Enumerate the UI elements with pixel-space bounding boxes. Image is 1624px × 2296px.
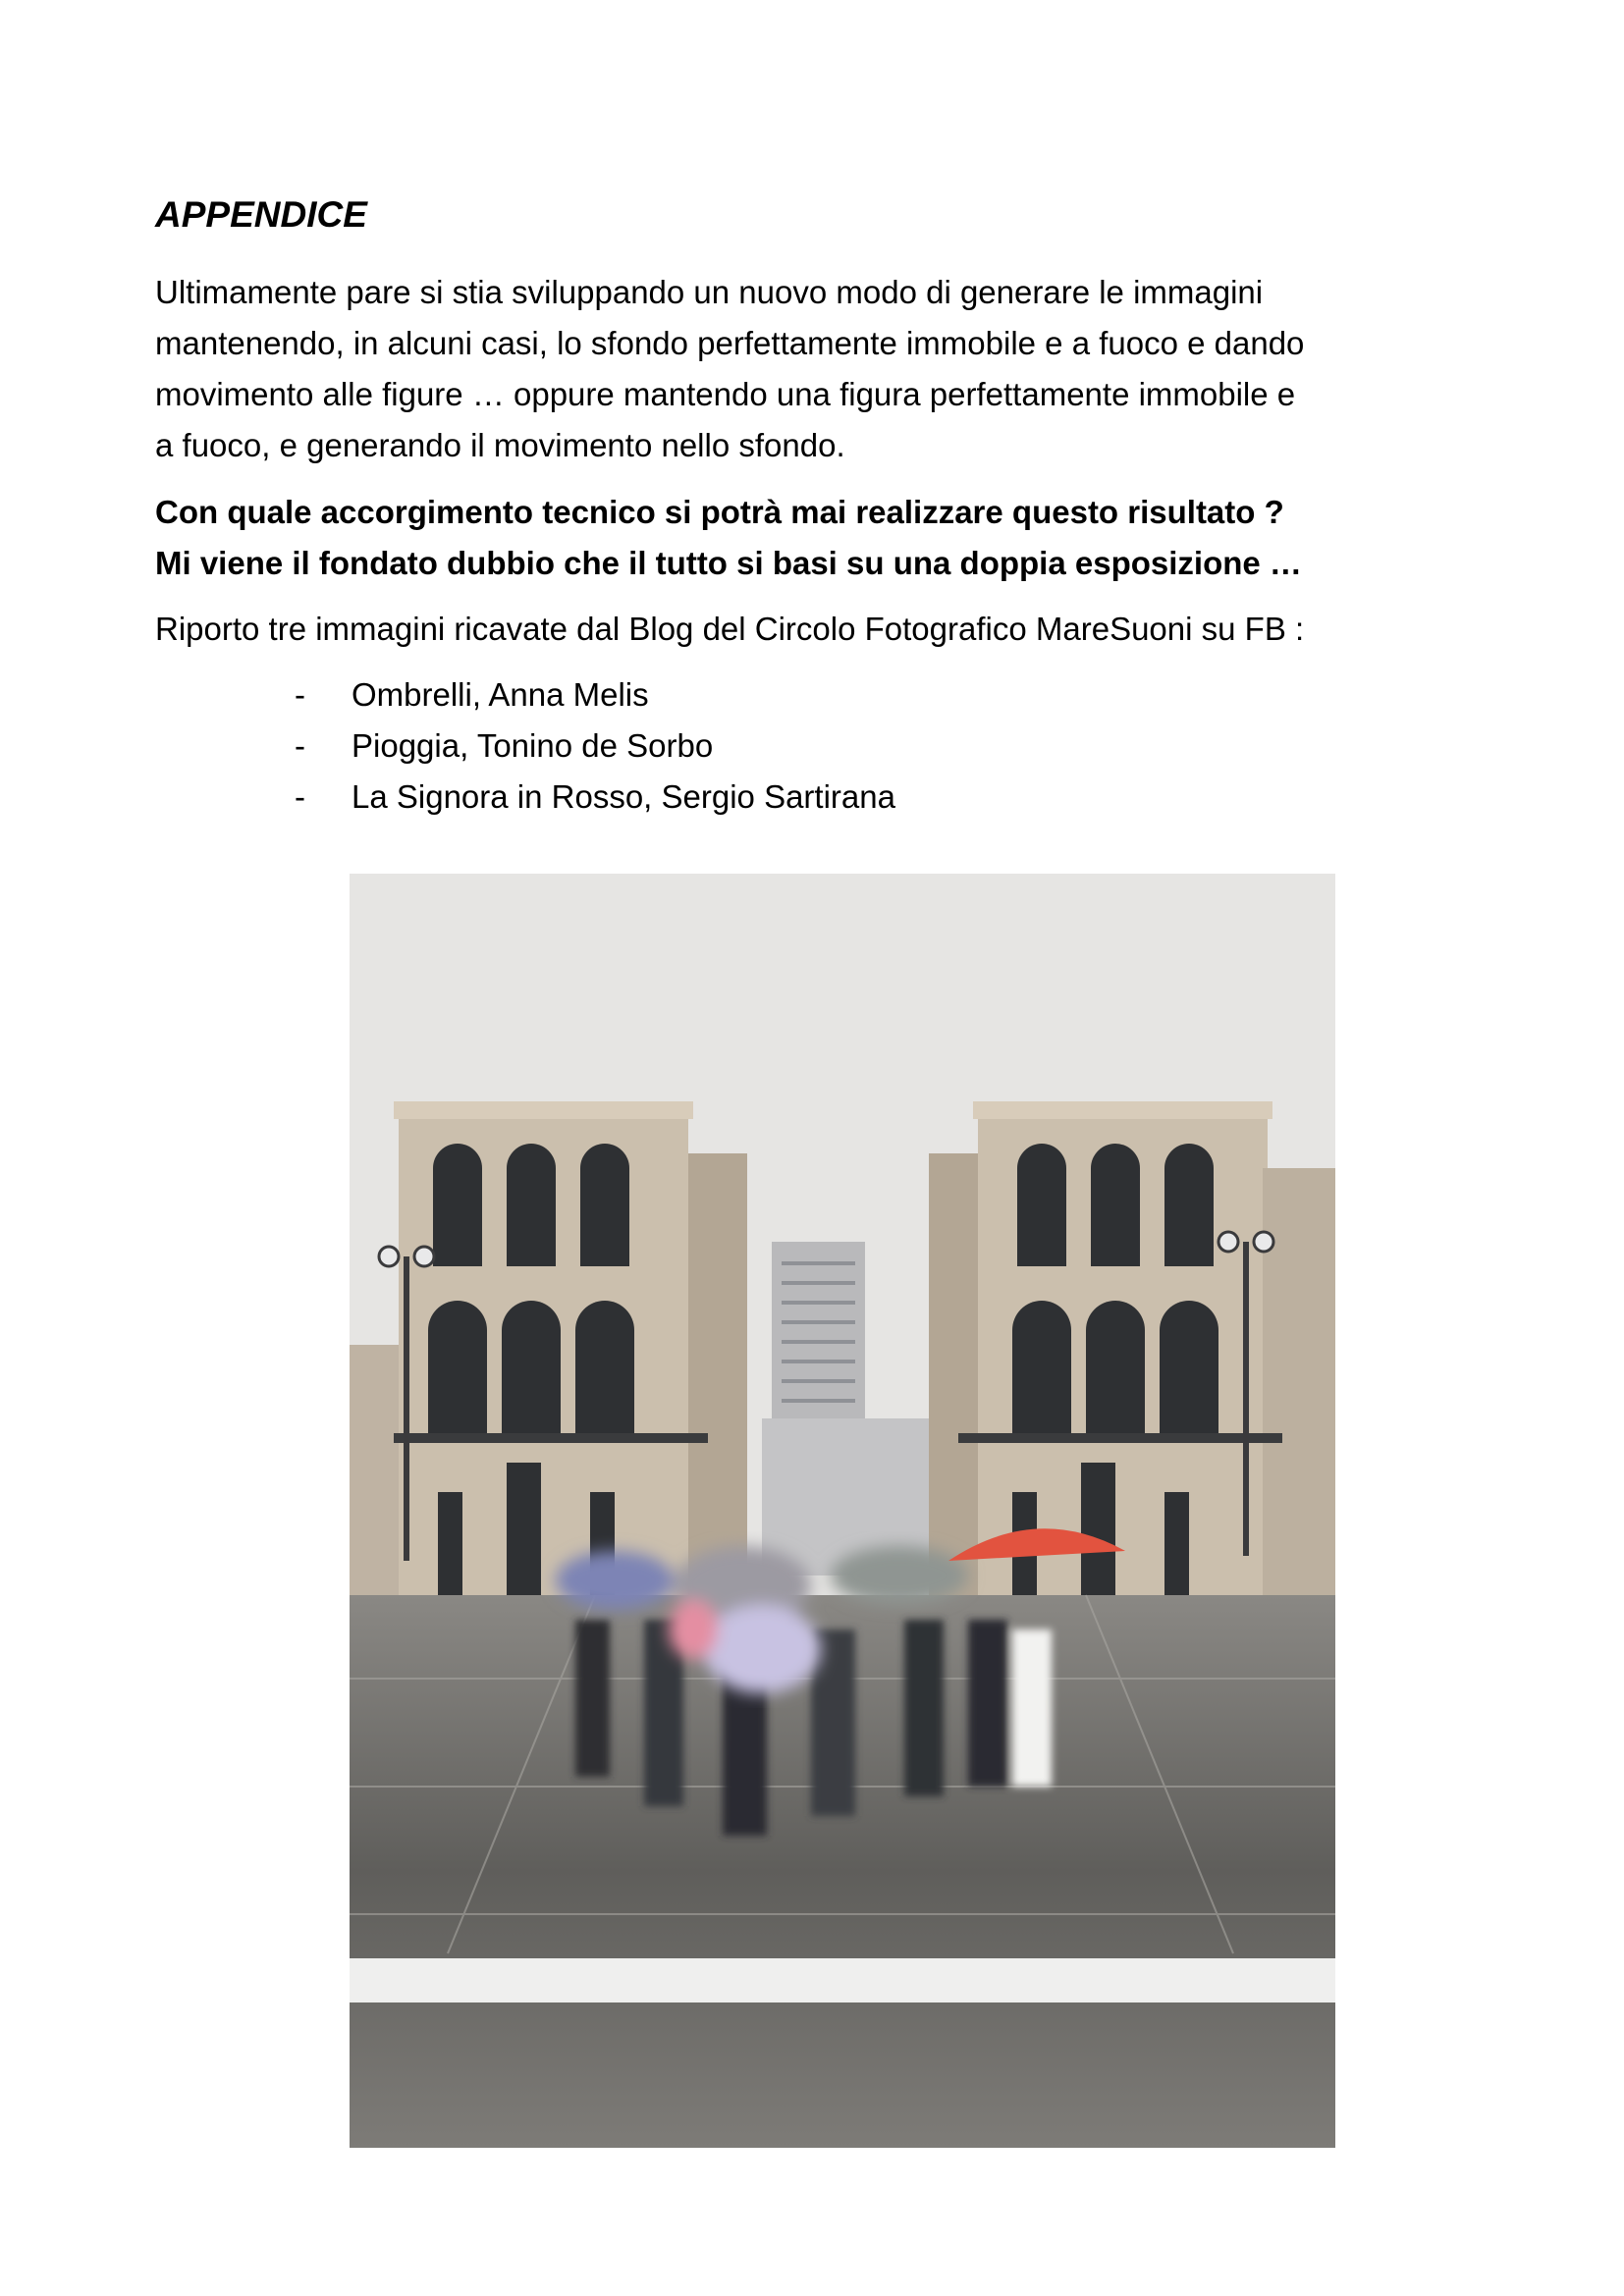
intro-paragraph — [155, 267, 1471, 471]
image-credit-list — [295, 669, 895, 823]
source-line: Riporto tre immagini ricavate dal Blog del Circolo Fotografico MareSuoni su FB : — [155, 611, 1305, 647]
umbrella-teal — [831, 1546, 968, 1605]
umbrella-pink — [669, 1600, 718, 1659]
umbrella-blue — [556, 1551, 674, 1610]
list-dash: - — [295, 676, 305, 713]
question-line: Mi viene il fondato dubbio che il tutto si basi su una doppia esposizione … — [155, 545, 1302, 581]
white-band — [350, 1958, 1335, 2002]
list-item — [295, 669, 895, 721]
question-paragraph — [155, 487, 1471, 589]
photo-illustration — [350, 874, 1335, 2148]
list-item-text: La Signora in Rosso, Sergio Sartirana — [352, 778, 895, 815]
list-item-text: Ombrelli, Anna Melis — [352, 676, 649, 713]
paragraph-line: a fuoco, e generando il movimento nello sfondo. — [155, 427, 845, 463]
list-dash: - — [295, 778, 305, 815]
right-building — [929, 1101, 1335, 1605]
page-heading: APPENDICE — [155, 194, 367, 235]
rainy-piazza-photo — [350, 874, 1335, 2148]
list-item — [295, 721, 895, 772]
list-dash: - — [295, 727, 305, 764]
paragraph-line: mantenendo, in alcuni casi, lo sfondo perfettamente immobile e a fuoco e dando — [155, 325, 1305, 361]
umbrella-lilac — [703, 1605, 821, 1693]
list-item — [295, 772, 895, 823]
list-item-text: Pioggia, Tonino de Sorbo — [352, 727, 714, 764]
paragraph-line: Ultimamente pare si stia sviluppando un nuovo modo di generare le immagini — [155, 274, 1264, 310]
question-line: Con quale accorgimento tecnico si potrà mai realizzare questo risultato ? — [155, 494, 1284, 530]
paragraph-line: movimento alle figure … oppure mantendo una figura perfettamente immobile e — [155, 376, 1296, 412]
